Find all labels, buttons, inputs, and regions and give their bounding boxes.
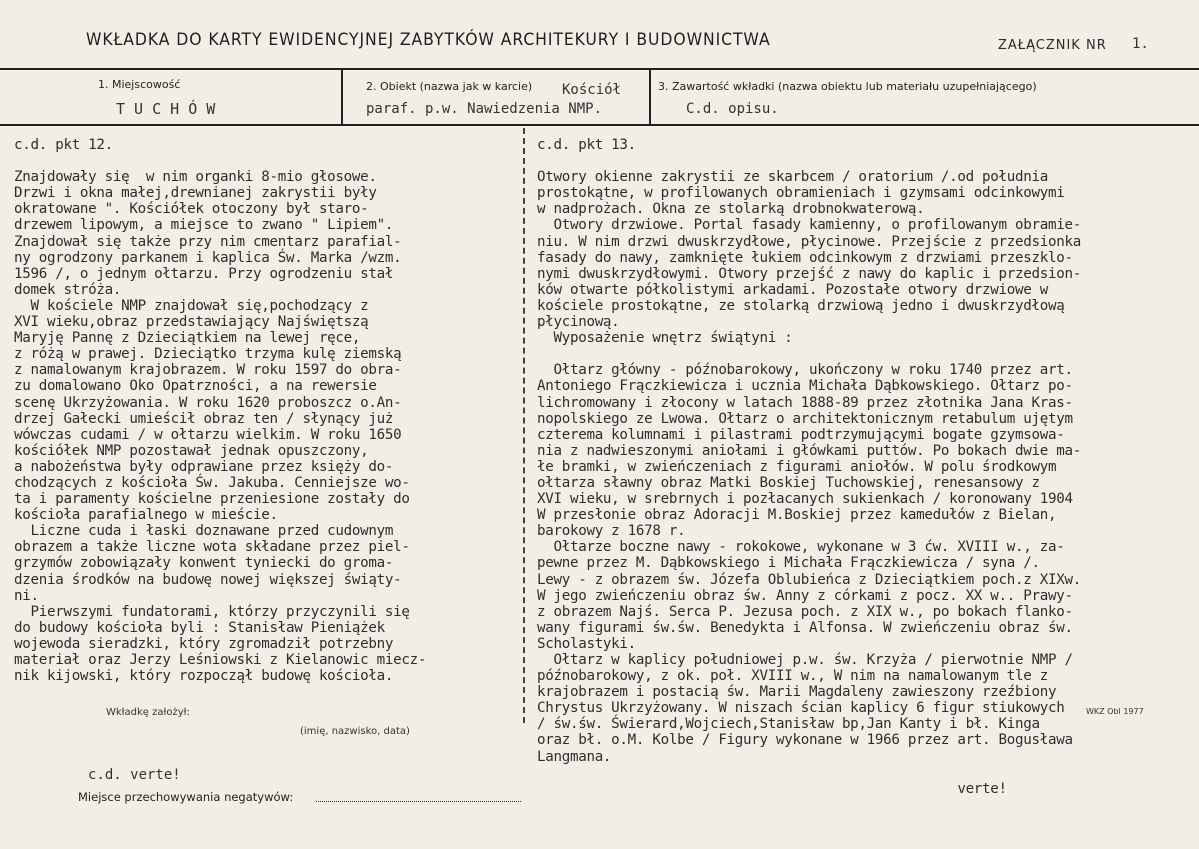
prepared-by-caption: (imię, nazwisko, data) — [300, 726, 410, 737]
text-line: W przesłonie obraz Adoracji M.Boskiej przez kamedułów z Bielan, — [537, 507, 1057, 524]
text-line: W jego zwieńczeniu obraz św. Anny z córkami z pocz. XX w.. Prawy- — [537, 587, 1073, 604]
text-line: drzewem lipowym, a miejsce to zwano " Lipiem". — [14, 217, 394, 234]
text-line: z obrazem Najś. Serca P. Jezusa poch. z XIX w., po bokach flanko- — [537, 603, 1073, 620]
text-line: Znajdowały się w nim organki 8-mio głosowe. — [14, 169, 377, 186]
text-line: oraz bł. o.M. Kolbe / Figury wykonane w 1966 przez art. Bogusława — [537, 732, 1073, 749]
text-line: ołtarza sławny obraz Matki Boskiej Tuchowskiej, renesansowy z — [537, 474, 1040, 491]
text-line: domek stróża. — [14, 281, 122, 298]
text-line: czterema kolumnami i pilastrami podtrzymującymi bogate gzymsowa- — [537, 426, 1065, 443]
text-line: łe bramki, w zwieńczeniach z figurami aniołów. W polu środkowym — [537, 458, 1057, 475]
text-line — [537, 765, 1197, 781]
field-1-label: 1. Miejscowość — [98, 78, 181, 91]
text-line: Drzwi i okna małej,drewnianej zakrystii były — [14, 185, 377, 202]
text-line: kościoła parafialnego w mieście. — [14, 507, 278, 524]
text-line: dzenia środków na budowę nowej większej świąty- — [14, 571, 402, 588]
text-line: krajobrazem i postacią św. Marii Magdaleny zawieszony rzeźbiony — [537, 684, 1057, 701]
text-line: Scholastyki. — [537, 635, 636, 652]
field-3-value: C.d. opisu. — [686, 101, 779, 117]
annex-label: ZAŁĄCZNIK NR — [998, 38, 1107, 53]
text-line: ta i paramenty kościelne przeniesione zostały do — [14, 491, 410, 508]
text-line: verte! — [537, 780, 1007, 797]
text-line: fasady do nawy, zamknięte łukiem odcinkowym z drzwiami przeszklo- — [537, 249, 1073, 266]
left-text-column — [14, 137, 519, 684]
text-line: Lewy - z obrazem św. Józefa Oblubieńca z Dzieciątkiem poch.z XIXw. — [537, 571, 1081, 588]
column-separator — [523, 128, 525, 723]
cd-verte-note: c.d. verte! — [88, 767, 181, 783]
text-line: do budowy kościoła byli : Stanisław Pieniążek — [14, 619, 385, 636]
text-line: Chrystus Ukrzyżowany. W niszach ścian kaplicy 6 figur stiukowych — [537, 700, 1065, 717]
text-line: ni. — [14, 587, 39, 604]
text-line: nymi dwuskrzydłowymi. Otwory przejść z nawy do kaplic i przedsion- — [537, 265, 1081, 282]
text-line: c.d. pkt 13. — [537, 137, 636, 153]
text-line: obrazem a także liczne wota składane przez piel- — [14, 539, 410, 556]
text-line: Ołtarz główny - późnobarokowy, ukończony w roku 1740 przez art. — [537, 362, 1073, 379]
text-line: niu. W nim drzwi dwuskrzydłowe, płycinowe. Przejście z przedsionka — [537, 233, 1081, 250]
text-line: nia z nadwieszonymi aniołami i główkami puttów. Po bokach dwie ma- — [537, 442, 1081, 459]
text-line: XVI wieku,obraz przedstawiający Najświętszą — [14, 314, 369, 331]
text-line: prostokątne, w profilowanych obramieniach i gzymsami odcinkowymi — [537, 185, 1065, 202]
text-line: z różą w prawej. Dzieciątko trzyma kulę ziemską — [14, 346, 402, 363]
text-line: Wyposażenie wnętrz świątyni : — [537, 330, 793, 347]
text-line: Otwory okienne zakrystii ze skarbcem / oratorium /.od południa — [537, 169, 1048, 186]
text-line: W kościele NMP znajdował się,pochodzący z — [14, 297, 369, 314]
text-line: z namalowanym krajobrazem. W roku 1597 do obra- — [14, 362, 402, 379]
text-line: materiał oraz Jerzy Leśniowski z Kielanowic miecz- — [14, 652, 427, 668]
text-line: Maryję Pannę z Dzieciątkiem na lewej ręce, — [14, 330, 361, 347]
text-line: ków otwarte półkolistymi arkadami. Pozostałe otwory drzwiowe w — [537, 281, 1048, 298]
text-line: nik kijowski, który rozpoczął budowę kościoła. — [14, 668, 394, 685]
text-line: Znajdował się także przy nim cmentarz parafial- — [14, 233, 402, 250]
field-2-value-a: Kościół — [562, 82, 622, 98]
text-line — [537, 153, 1197, 169]
field-2-value-b: paraf. p.w. Nawiedzenia NMP. — [366, 101, 603, 117]
text-line: / św.św. Świerard,Wojciech,Stanisław bp,Jan Kanty i bł. Kinga — [537, 716, 1040, 733]
text-line: kościółek NMP pozostawał jednak opuszczony, — [14, 442, 369, 459]
text-line: barokowy z 1678 r. — [537, 523, 686, 540]
field-1-value: T U C H Ó W — [116, 100, 216, 118]
text-line: Liczne cuda i łaski doznawane przed cudownym — [14, 523, 394, 540]
field-2-label: 2. Obiekt (nazwa jak w karcie) — [366, 80, 533, 93]
text-line: w nadprożach. Okna ze stolarką drobnokwaterową. — [537, 201, 925, 218]
text-line: Ołtarze boczne nawy - rokokowe, wykonane w 3 ćw. XVIII w., za- — [537, 539, 1065, 556]
text-line: lichromowany i złocony w latach 1888-89 przez złotnika Jana Kras- — [537, 394, 1073, 411]
text-line: 1596 /, o jednym ołtarzu. Przy ogrodzeniu stał — [14, 265, 394, 282]
text-line: scenę Ukrzyżowania. W roku 1620 proboszcz o.An- — [14, 394, 402, 411]
negatives-storage-line — [316, 800, 521, 802]
text-line — [14, 153, 519, 169]
annex-number: 1. — [1132, 36, 1149, 52]
text-line: wówczas cudami / w ołtarzu wielkim. W roku 1650 — [14, 426, 402, 443]
field-3-label: 3. Zawartość wkładki (nazwa obiektu lub materiału uzupełniającego) — [658, 80, 1037, 93]
text-line: Pierwszymi fundatorami, którzy przyczynili się — [14, 603, 410, 620]
text-line — [537, 346, 1197, 362]
text-line: okratowane ". Kościółek otoczony był staro- — [14, 201, 369, 218]
text-line: chodzących z kościoła Św. Jakuba. Cenniejsze wo- — [14, 474, 410, 491]
text-line: XVI wieku, w srebrnych i pozłacanych sukienkach / koronowany 1904 — [537, 491, 1073, 508]
text-line: nopolskiego ze Lwowa. Ołtarz o architektonicznym retabulum ujętym — [537, 410, 1073, 427]
text-line: drzej Gałecki umieścił obraz ten / słynący już — [14, 410, 394, 427]
text-line: wany figurami św.św. Benedykta i Alfonsa. W zwieńczeniu obraz św. — [537, 619, 1073, 636]
prepared-by-label: Wkładkę założył: — [106, 707, 190, 718]
text-line: c.d. pkt 12. — [14, 137, 113, 153]
text-line: pewne przez M. Dąbkowskiego i Michała Frączkiewicza / syna /. — [537, 555, 1040, 572]
text-line: grzymów zobowiązały konwent tyniecki do groma- — [14, 555, 394, 572]
text-line: kościele prostokątne, ze stolarką drzwiową jedno i dwuskrzydłową — [537, 297, 1065, 314]
field-divider-1 — [341, 68, 343, 124]
text-line: Otwory drzwiowe. Portal fasady kamienny, o profilowanym obramie- — [537, 217, 1081, 234]
text-line: zu domalowano Oko Opatrzności, a na rewersie — [14, 378, 377, 395]
text-line: a nabożeństwa były odprawiane przez księży do- — [14, 458, 394, 475]
text-line: ny ogrodzony parkanem i kaplica Św. Marka /wzm. — [14, 249, 402, 266]
right-text-column — [537, 137, 1197, 797]
negatives-storage-label: Miejsce przechowywania negatywów: — [78, 790, 294, 804]
text-line: Langmana. — [537, 748, 612, 765]
field-divider-2 — [649, 68, 651, 124]
text-line: Ołtarz w kaplicy południowej p.w. św. Krzyża / pierwotnie NMP / — [537, 652, 1073, 668]
form-title: WKŁADKA DO KARTY EWIDENCYJNEJ ZABYTKÓW ARCHITEKURY I BUDOWNICTWA — [86, 30, 771, 50]
stamp-mark: WKZ Obl 1977 — [1086, 707, 1144, 716]
text-line: późnobarokowy, z ok. poł. XVIII w., W nim na namalowanym tle z — [537, 668, 1048, 685]
text-line: Antoniego Frączkiewicza i ucznia Michała Dąbkowskiego. Ołtarz po- — [537, 378, 1073, 395]
text-line: wojewoda sieradzki, który zgromadził potrzebny — [14, 635, 394, 652]
text-line: płycinową. — [537, 314, 620, 331]
